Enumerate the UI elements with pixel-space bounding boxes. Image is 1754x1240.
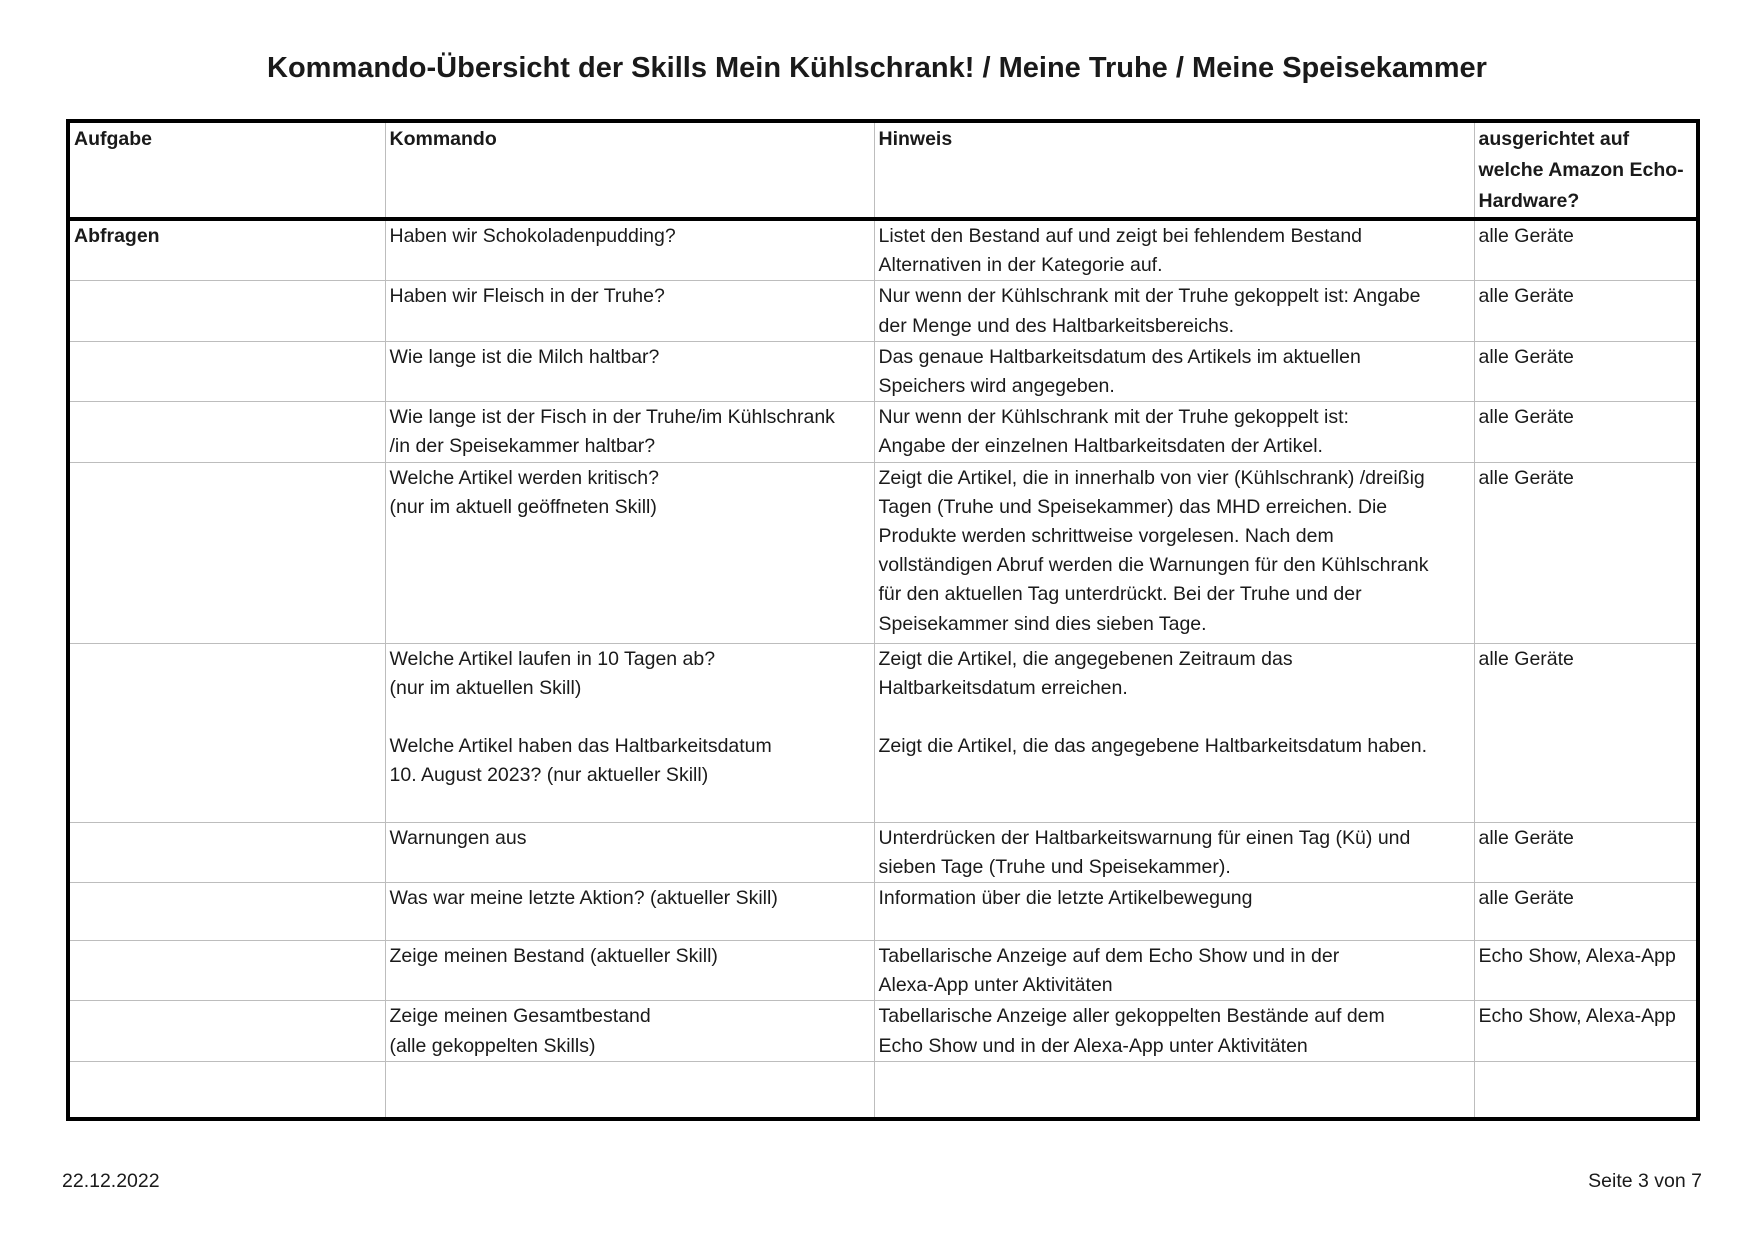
cell-task	[68, 822, 385, 882]
table-row	[68, 341, 1698, 401]
cell-hardware: alle Geräte	[1474, 643, 1698, 822]
header-task: Aufgabe	[68, 121, 385, 219]
cell-task	[68, 341, 385, 401]
cell-command: Was war meine letzte Aktion? (aktueller Skill)	[385, 883, 874, 941]
cell-hint: Zeigt die Artikel, die angegebenen Zeitraum das Haltbarkeitsdatum erreichen. Zeigt die Artikel, die das angegebene Haltbarkeitsdatum haben.	[874, 643, 1474, 822]
cell-hardware: alle Geräte	[1474, 822, 1698, 882]
cell-task: Abfragen	[68, 219, 385, 281]
table-header-row	[68, 121, 1698, 219]
cell-hardware: alle Geräte	[1474, 883, 1698, 941]
cell-command: Wie lange ist der Fisch in der Truhe/im Kühlschrank /in der Speisekammer haltbar?	[385, 402, 874, 462]
page-title: Kommando-Übersicht der Skills Mein Kühlschrank! / Meine Truhe / Meine Speisekammer	[267, 52, 1487, 84]
table-row	[68, 281, 1698, 341]
header-hardware: ausgerichtet auf welche Amazon Echo-Hardware?	[1474, 121, 1698, 219]
cell-hint: Tabellarische Anzeige auf dem Echo Show und in der Alexa-App unter Aktivitäten	[874, 941, 1474, 1001]
cell-hint: Zeigt die Artikel, die in innerhalb von vier (Kühlschrank) /dreißig Tagen (Truhe und Speisekammer) das MHD erreichen. Die Produkte werden schrittweise vorgelesen. Nach dem vollständigen Abruf werden die Warnungen für den Kühlschrank für den aktuellen Tag unterdrückt. Bei der Truhe und der Speisekammer sind dies sieben Tage.	[874, 462, 1474, 643]
cell-hardware: alle Geräte	[1474, 219, 1698, 281]
cell-command	[385, 1061, 874, 1119]
table-row	[68, 941, 1698, 1001]
table-row	[68, 643, 1698, 822]
table-row	[68, 219, 1698, 281]
cell-hardware: alle Geräte	[1474, 462, 1698, 643]
cell-task	[68, 462, 385, 643]
table-row	[68, 1061, 1698, 1119]
cell-hint: Nur wenn der Kühlschrank mit der Truhe gekoppelt ist: Angabe der Menge und des Haltbarkeitsbereichs.	[874, 281, 1474, 341]
cell-hint: Listet den Bestand auf und zeigt bei fehlendem Bestand Alternativen in der Kategorie auf.	[874, 219, 1474, 281]
table-row	[68, 883, 1698, 941]
cell-command: Welche Artikel laufen in 10 Tagen ab? (nur im aktuellen Skill) Welche Artikel haben das Haltbarkeitsdatum 10. August 2023? (nur aktueller Skill)	[385, 643, 874, 822]
cell-hardware: Echo Show, Alexa-App	[1474, 941, 1698, 1001]
table-row	[68, 822, 1698, 882]
cell-hardware: alle Geräte	[1474, 341, 1698, 401]
header-hint: Hinweis	[874, 121, 1474, 219]
footer-page-number: Seite 3 von 7	[1588, 1170, 1702, 1192]
cell-task	[68, 1001, 385, 1061]
table-row	[68, 462, 1698, 643]
command-table	[66, 119, 1700, 1121]
header-command: Kommando	[385, 121, 874, 219]
table-row	[68, 402, 1698, 462]
cell-task	[68, 941, 385, 1001]
cell-hint: Das genaue Haltbarkeitsdatum des Artikels im aktuellen Speichers wird angegeben.	[874, 341, 1474, 401]
cell-command: Haben wir Schokoladenpudding?	[385, 219, 874, 281]
cell-hint: Unterdrücken der Haltbarkeitswarnung für einen Tag (Kü) und sieben Tage (Truhe und Speisekammer).	[874, 822, 1474, 882]
table-row	[68, 1001, 1698, 1061]
cell-task	[68, 883, 385, 941]
cell-hardware	[1474, 1061, 1698, 1119]
cell-hardware: alle Geräte	[1474, 281, 1698, 341]
cell-command: Zeige meinen Gesamtbestand (alle gekoppelten Skills)	[385, 1001, 874, 1061]
cell-command: Wie lange ist die Milch haltbar?	[385, 341, 874, 401]
cell-task	[68, 643, 385, 822]
cell-task	[68, 281, 385, 341]
cell-command: Zeige meinen Bestand (aktueller Skill)	[385, 941, 874, 1001]
cell-command: Warnungen aus	[385, 822, 874, 882]
cell-command: Welche Artikel werden kritisch? (nur im aktuell geöffneten Skill)	[385, 462, 874, 643]
cell-hardware: alle Geräte	[1474, 402, 1698, 462]
cell-hint	[874, 1061, 1474, 1119]
cell-hint: Tabellarische Anzeige aller gekoppelten Bestände auf dem Echo Show und in der Alexa-App unter Aktivitäten	[874, 1001, 1474, 1061]
cell-hint: Information über die letzte Artikelbewegung	[874, 883, 1474, 941]
cell-command: Haben wir Fleisch in der Truhe?	[385, 281, 874, 341]
cell-task	[68, 1061, 385, 1119]
cell-hardware: Echo Show, Alexa-App	[1474, 1001, 1698, 1061]
cell-hint: Nur wenn der Kühlschrank mit der Truhe gekoppelt ist: Angabe der einzelnen Haltbarkeitsdaten der Artikel.	[874, 402, 1474, 462]
footer-date: 22.12.2022	[62, 1170, 160, 1192]
cell-task	[68, 402, 385, 462]
